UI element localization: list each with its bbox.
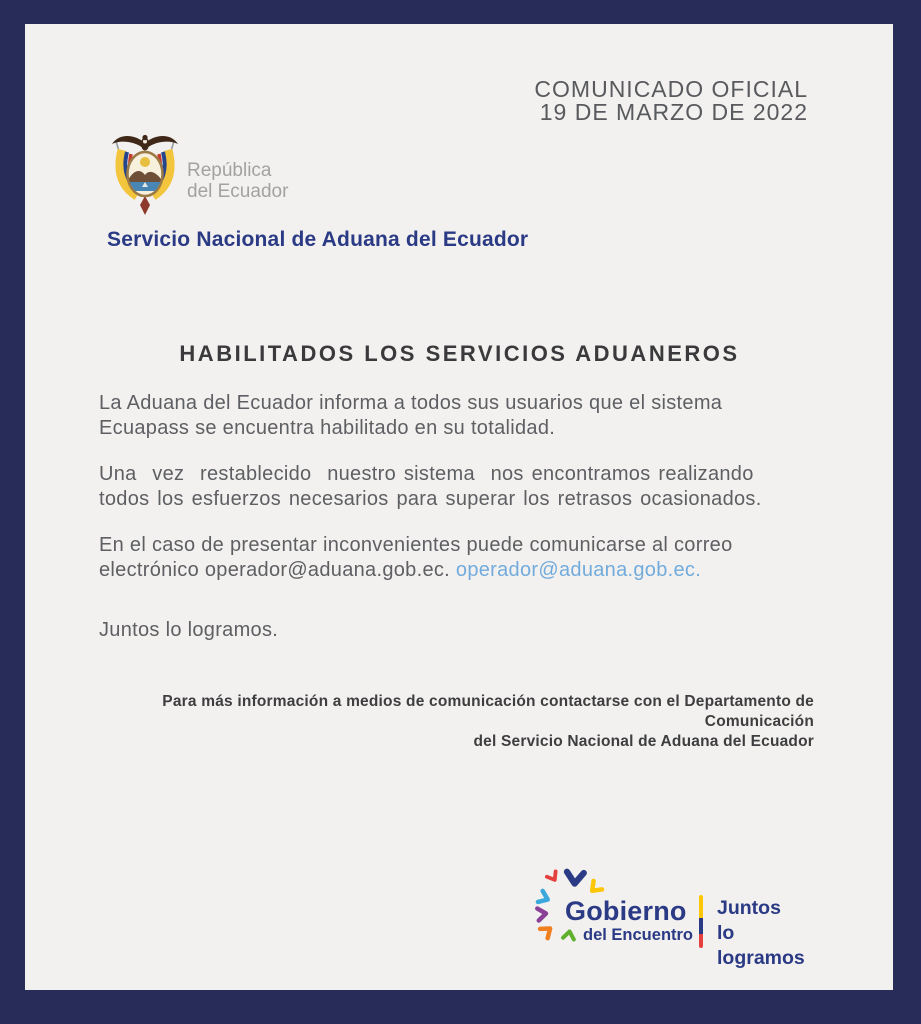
republica-line2: del Ecuador [187,181,289,202]
del-encuentro-wordmark: del Encuentro [583,926,694,944]
email-plain-text: electrónico operador@aduana.gob.ec. [99,559,456,581]
paragraph-3 [99,533,820,583]
announcement-title: HABILITADOS LOS SERVICIOS ADUANEROS [179,341,740,366]
paragraph-2-line-1: Una vez restablecido nuestro sistema nos encontramos realizando [99,463,754,485]
press-contact-note [99,692,814,752]
institution-name: Servicio Nacional de Aduana del Ecuador [107,228,529,251]
closing-line: Juntos lo logramos. [99,619,279,641]
paragraph-3-line-1: En el caso de presentar inconvenientes puede comunicarse al correo [99,534,733,556]
paragraph-1-line-1: La Aduana del Ecuador informa a todos sus usuarios que el sistema [99,392,723,414]
ecuador-flag-divider-icon [699,895,703,948]
header-title: COMUNICADO OFICIAL [534,76,808,102]
paragraph-1-line-2: Ecuapass se encuentra habilitado en su totalidad. [99,417,556,439]
flag-yellow-segment [699,895,703,918]
paragraph-2-line-2: todos los esfuerzos necesarios para superar los retrasos ocasionados. [99,488,762,510]
paragraph-3-line-2 [99,558,820,583]
ecuador-coat-of-arms-icon [106,128,184,216]
gobierno-del-encuentro-logo [525,858,825,969]
slogan-line-1: Juntos [717,897,781,919]
gobierno-wordmark: Gobierno [565,896,687,926]
press-contact-line-1: Para más información a medios de comunicación contactarse con el Departamento de Comunicación [162,693,814,730]
announcement-body [99,341,820,604]
press-contact-line-2: del Servicio Nacional de Aduana del Ecuador [473,733,814,750]
flag-red-segment [699,934,703,948]
slogan-line-2: lo logramos [717,922,805,969]
republica-del-ecuador-label [187,160,288,202]
paragraph-2 [99,462,820,512]
email-link[interactable]: operador@aduana.gob.ec. [455,559,702,581]
flag-blue-segment [699,918,703,934]
paragraph-1 [99,391,820,441]
official-header [534,78,808,124]
republica-line1: República [187,160,272,181]
gobierno-slogan [717,896,825,971]
announcement-card [25,24,893,990]
header-date: 19 DE MARZO DE 2022 [539,99,808,125]
